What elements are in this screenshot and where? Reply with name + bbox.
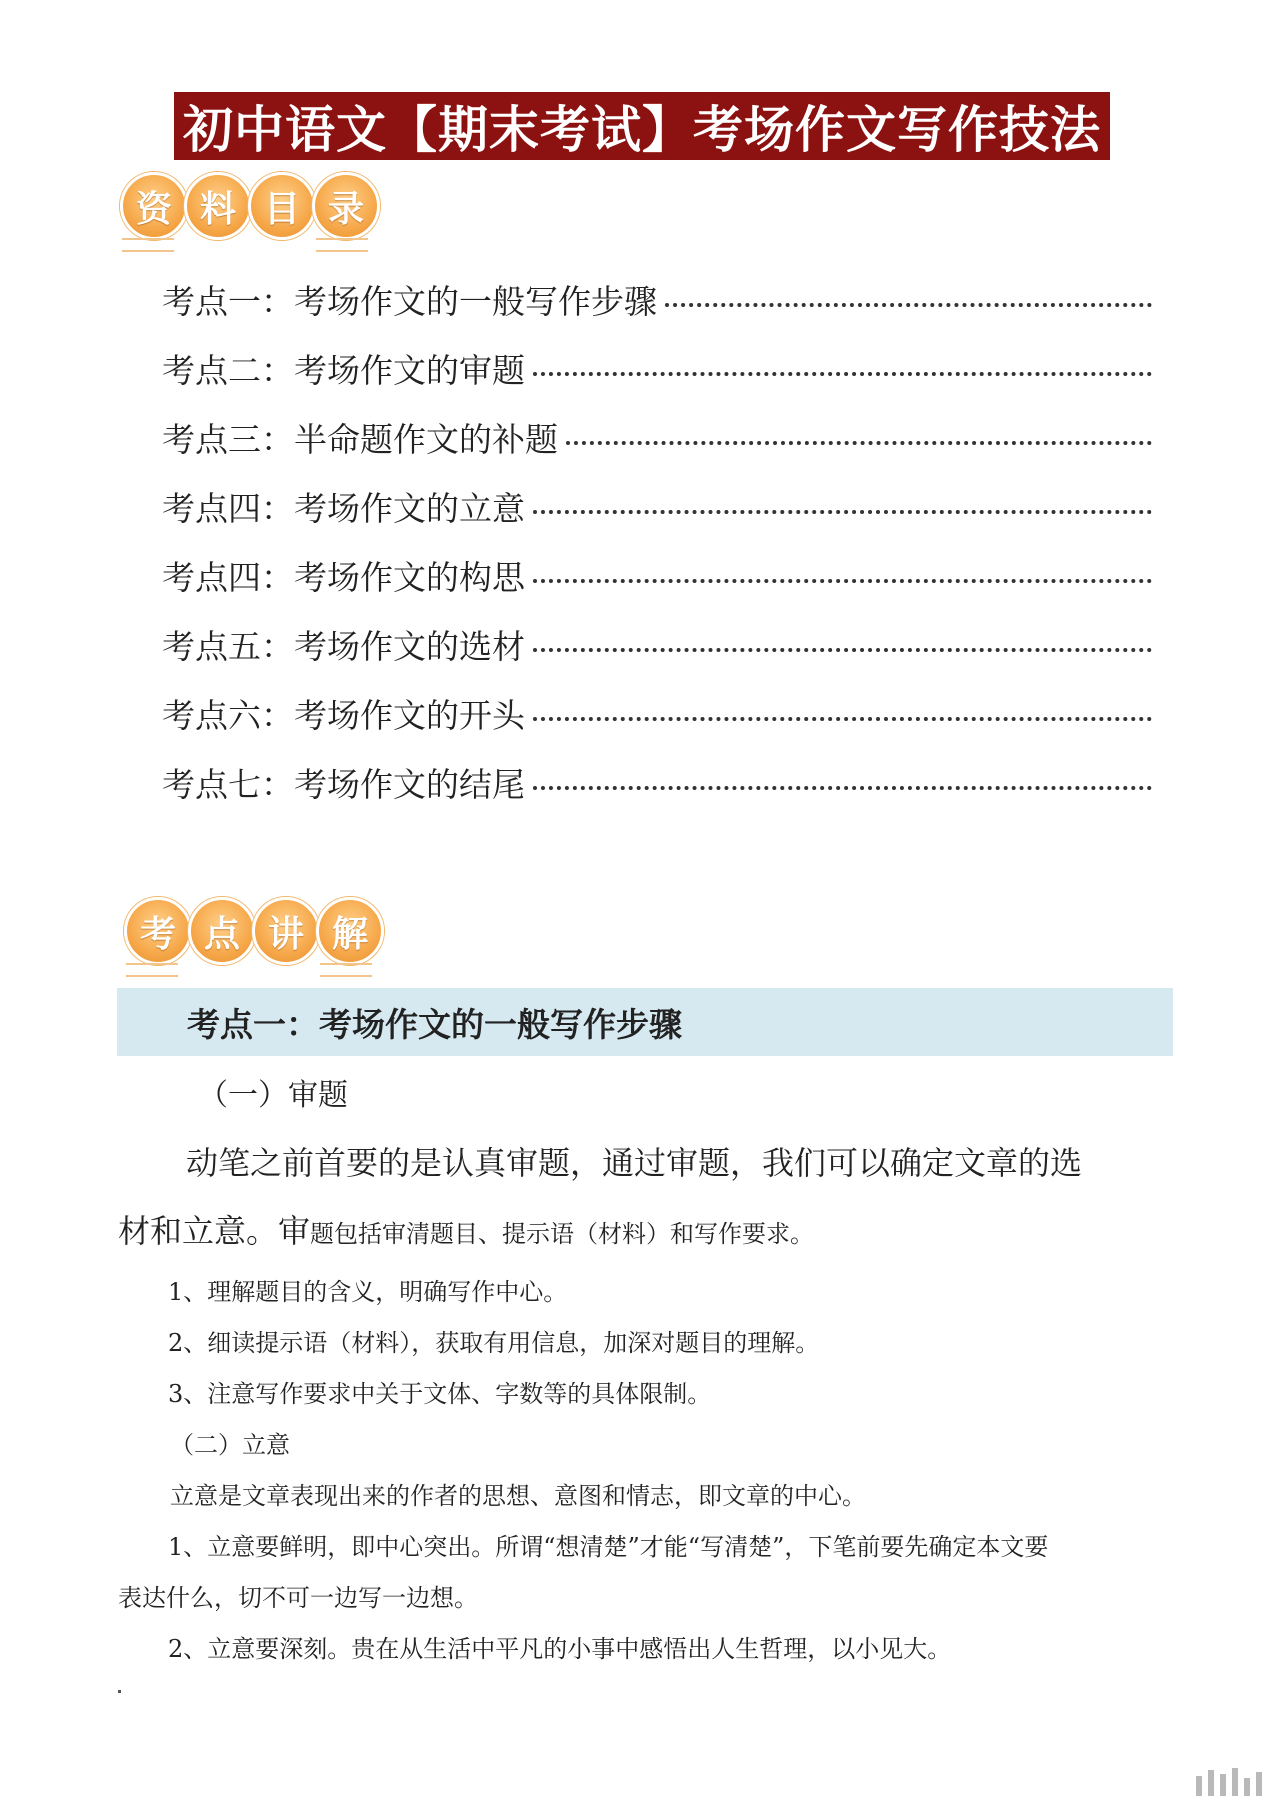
list-item: 2、立意要深刻。贵在从生活中平凡的小事中感悟出人生哲理，以小见大。 — [168, 1635, 952, 1663]
toc-item-label: 考点四：考场作文的构思 — [162, 558, 525, 597]
toc-item-label: 考点四：考场作文的立意 — [162, 489, 525, 528]
stray-mark — [118, 1690, 121, 1693]
toc-item[interactable] — [162, 483, 1152, 552]
dot-leader — [665, 303, 1152, 307]
toc-badge — [120, 172, 376, 240]
list-item: 1、理解题目的含义，明确写作中心。 — [168, 1278, 568, 1306]
toc-badge-char: 目 — [248, 172, 316, 240]
list-item-continuation: 表达什么，切不可一边写一边想。 — [118, 1584, 478, 1612]
paragraph-text: 题包括审清题目、提示语（材料）和写作要求。 — [310, 1220, 815, 1248]
toc-item[interactable] — [162, 414, 1152, 483]
toc-item[interactable] — [162, 690, 1152, 759]
toc-badge-char: 资 — [120, 172, 188, 240]
dot-leader — [533, 648, 1152, 652]
explain-badge-char: 讲 — [252, 897, 320, 965]
toc-item-label: 考点三：半命题作文的补题 — [162, 420, 558, 459]
document-title-banner — [174, 92, 1110, 160]
explain-badge-char: 考 — [124, 897, 192, 965]
badge-underline-decoration — [320, 963, 372, 977]
toc-item[interactable] — [162, 345, 1152, 414]
list-item: 3、注意写作要求中关于文体、字数等的具体限制。 — [168, 1380, 712, 1408]
subheading-liyi: （二）立意 — [170, 1431, 290, 1459]
toc-item[interactable] — [162, 552, 1152, 621]
subheading-shenti: （一）审题 — [198, 1078, 348, 1113]
explain-badge-char: 解 — [316, 897, 384, 965]
table-of-contents — [162, 276, 1152, 828]
paragraph-line — [118, 1206, 814, 1252]
toc-badge-char: 录 — [312, 172, 380, 240]
dot-leader — [533, 510, 1152, 514]
dot-leader — [533, 717, 1152, 721]
toc-item[interactable] — [162, 276, 1152, 345]
list-item: 1、立意要鲜明，即中心突出。所谓“想清楚”才能“写清楚”，下笔前要先确定本文要 — [168, 1533, 1049, 1561]
list-item: 2、细读提示语（材料），获取有用信息，加深对题目的理解。 — [168, 1329, 820, 1357]
dot-leader — [533, 579, 1152, 583]
dot-leader — [566, 441, 1152, 445]
dot-leader — [533, 372, 1152, 376]
document-title: 初中语文【期末考试】考场作文写作技法 — [183, 100, 1101, 159]
toc-item-label: 考点六：考场作文的开头 — [162, 696, 525, 735]
toc-badge-char: 料 — [184, 172, 252, 240]
badge-underline-decoration — [126, 963, 178, 977]
section-heading: 考点一：考场作文的一般写作步骤 — [187, 1004, 682, 1044]
paragraph-text: 材和立意。审 — [118, 1212, 311, 1250]
toc-item-label: 考点一：考场作文的一般写作步骤 — [162, 282, 657, 321]
badge-underline-decoration — [316, 238, 368, 252]
toc-item[interactable] — [162, 759, 1152, 828]
dot-leader — [533, 786, 1152, 790]
toc-item-label: 考点五：考场作文的选材 — [162, 627, 525, 666]
explain-badge — [124, 897, 380, 965]
toc-item[interactable] — [162, 621, 1152, 690]
badge-underline-decoration — [122, 238, 174, 252]
watermark-icon — [1196, 1768, 1262, 1796]
paragraph-line: 动笔之前首要的是认真审题，通过审题，我们可以确定文章的选 — [186, 1144, 1083, 1182]
explain-badge-char: 点 — [188, 897, 256, 965]
toc-item-label: 考点二：考场作文的审题 — [162, 351, 525, 390]
section-heading-bar — [117, 988, 1173, 1056]
paragraph-line: 立意是文章表现出来的作者的思想、意图和情志，即文章的中心。 — [170, 1482, 866, 1510]
toc-item-label: 考点七：考场作文的结尾 — [162, 765, 525, 804]
